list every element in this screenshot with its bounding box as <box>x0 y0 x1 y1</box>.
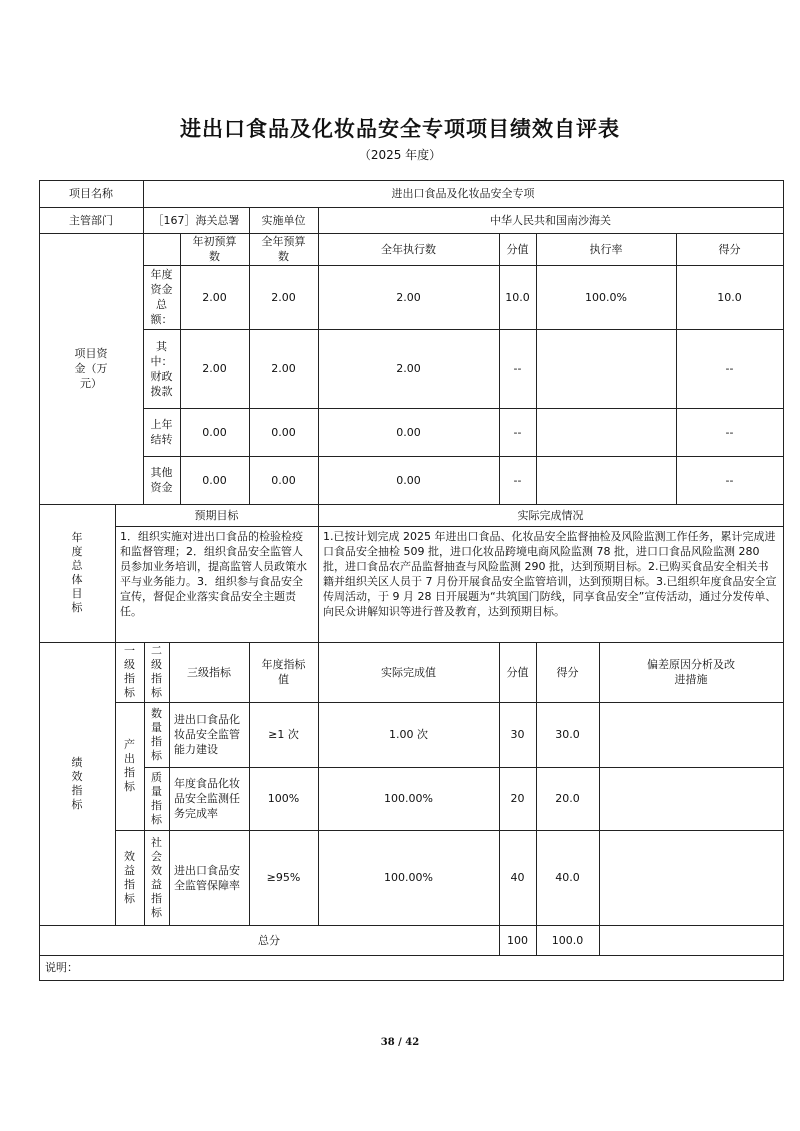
funds-row-rate <box>536 456 676 504</box>
perf-row-deviation <box>599 702 783 767</box>
funds-row-exec: 0.00 <box>396 473 421 487</box>
perf-row-target: ≥1 次 <box>268 728 299 741</box>
perf-row-level3: 年度食品化妆品安全监测任务完成率 <box>174 777 240 820</box>
perf-header-actual: 实际完成值 <box>381 665 436 679</box>
funds-row-score: 10.0 <box>717 290 742 304</box>
funds-row-exec: 2.00 <box>396 290 421 304</box>
perf-header-level2: 二级指标 <box>151 644 162 699</box>
impl-value: 中华人民共和国南沙海关 <box>490 213 611 227</box>
document-title: 进出口食品及化妆品安全专项项目绩效自评表 <box>180 116 620 141</box>
perf-header-value: 分值 <box>506 665 529 679</box>
perf-header-score: 得分 <box>556 665 579 679</box>
perf-header-level1: 一级指标 <box>124 644 135 699</box>
perf-row-value: 20 <box>510 792 525 805</box>
perf-label: 绩效指标 <box>71 755 83 811</box>
perf-row-deviation <box>599 830 783 925</box>
funds-row-value: -- <box>513 425 522 439</box>
funds-row-initial: 2.00 <box>202 290 227 304</box>
page-number: 38 / 42 <box>380 1037 420 1048</box>
perf-header-level3: 三级指标 <box>187 665 231 679</box>
perf-row-score: 20.0 <box>555 792 580 805</box>
funds-header-initial: 年初预算数 <box>192 235 237 263</box>
funds-row-score: -- <box>725 425 734 439</box>
perf-row-value: 30 <box>510 728 525 741</box>
perf-row-target: ≥95% <box>266 871 301 884</box>
perf-row-actual: 100.00% <box>384 792 433 805</box>
perf-header-target: 年度指标值 <box>261 658 306 686</box>
perf-row-level3: 进出口食品安全监管保障率 <box>174 863 240 892</box>
funds-header-value: 分值 <box>506 242 529 256</box>
perf-header-deviation: 偏差原因分析及改进措施 <box>647 658 735 686</box>
funds-row-annual: 0.00 <box>271 473 296 487</box>
funds-row-score: -- <box>725 362 734 375</box>
goals-actual-text: 1.已按计划完成 2025 年进出口食品、化妆品安全监督抽检及风险监测工作任务，累计完成进口食品安全抽检 509 批，进口化妆品跨境电商风险监测 78 批，进口口食品风险监测 280 批，进口食品农产品监督抽查与风险监测 290 批，达到预期目标。2.已购买食品安全相关书籍并组织关区人员于 7 月份开展食品安全监管培训，达到预期目标。3.已组织年度食品安全宣传周活动，于 9 月 28 日开展题为“共筑国门防线，同享食品安全”宣传活动，通过分发传单、向民众讲解知识等进行普及教育，达到预期目标。 <box>323 530 777 618</box>
perf-row-target: 100% <box>267 792 300 805</box>
funds-row-exec: 0.00 <box>396 425 421 439</box>
total-score: 100.0 <box>551 933 584 947</box>
funds-row-exec: 2.00 <box>396 362 421 375</box>
perf-row-level2: 社会效益指标 <box>151 835 162 919</box>
funds-header-rate: 执行率 <box>589 242 623 256</box>
funds-row-value: -- <box>513 473 522 487</box>
perf-row-score: 30.0 <box>555 728 580 741</box>
goals-expected-header: 预期目标 <box>194 508 239 522</box>
project-name-value: 进出口食品及化妆品安全专项 <box>391 187 535 200</box>
perf-level1-output: 产出指标 <box>124 738 135 793</box>
document-subtitle: （2025 年度） <box>358 148 442 162</box>
funds-label: 项目资金（万元） <box>74 347 108 390</box>
funds-row-rate: 100.0% <box>585 290 627 304</box>
funds-row-value: -- <box>513 362 522 375</box>
perf-row-actual: 100.00% <box>384 871 433 884</box>
funds-header-score: 得分 <box>718 242 741 256</box>
funds-row-annual: 2.00 <box>271 362 296 375</box>
note-label: 说明： <box>45 961 78 974</box>
funds-row-initial: 0.00 <box>202 473 227 487</box>
funds-row-value: 10.0 <box>505 290 530 304</box>
perf-row-value: 40 <box>510 871 525 884</box>
funds-row-rate <box>536 408 676 456</box>
funds-row-label: 其中：财政拨款 <box>150 339 173 398</box>
funds-row-annual: 0.00 <box>271 425 296 439</box>
funds-row-label: 年度资金总额： <box>150 268 173 326</box>
goals-actual-header: 实际完成情况 <box>517 508 584 522</box>
total-value: 100 <box>507 933 528 947</box>
goals-expected-text: 1．组织实施对进出口食品的检验检疫和监督管理；2．组织食品安全监管人员参加业务培训，提高监管人员政策水平与业务能力。3．组织参与食品安全宣传，督促企业落实食品安全主题责任。 <box>120 530 307 618</box>
dept-value: ［167］海关总署 <box>152 213 240 227</box>
funds-row-rate <box>536 329 676 408</box>
funds-row-annual: 2.00 <box>271 290 296 304</box>
funds-row-initial: 0.00 <box>202 425 227 439</box>
impl-label: 实施单位 <box>261 213 306 227</box>
perf-row-score: 40.0 <box>555 871 580 884</box>
funds-row-label: 上年结转 <box>150 418 173 446</box>
perf-row-actual: 1.00 次 <box>389 728 428 741</box>
dept-label: 主管部门 <box>69 213 113 227</box>
perf-row-level2: 数量指标 <box>151 706 162 762</box>
perf-row-level3: 进出口食品化妆品安全监管能力建设 <box>174 713 240 756</box>
funds-header-annual: 全年预算数 <box>261 235 306 263</box>
funds-row-initial: 2.00 <box>202 362 227 375</box>
perf-level1-effect: 效益指标 <box>124 849 135 905</box>
funds-row-score: -- <box>725 473 734 487</box>
funds-header-exec: 全年执行数 <box>381 242 436 256</box>
funds-row-label: 其他资金 <box>150 466 173 494</box>
perf-row-deviation <box>599 767 783 830</box>
perf-row-level2: 质量指标 <box>151 770 162 826</box>
total-label: 总分 <box>258 933 280 947</box>
project-name-label: 项目名称 <box>69 187 113 200</box>
goals-label: 年度总体目标 <box>71 531 83 614</box>
